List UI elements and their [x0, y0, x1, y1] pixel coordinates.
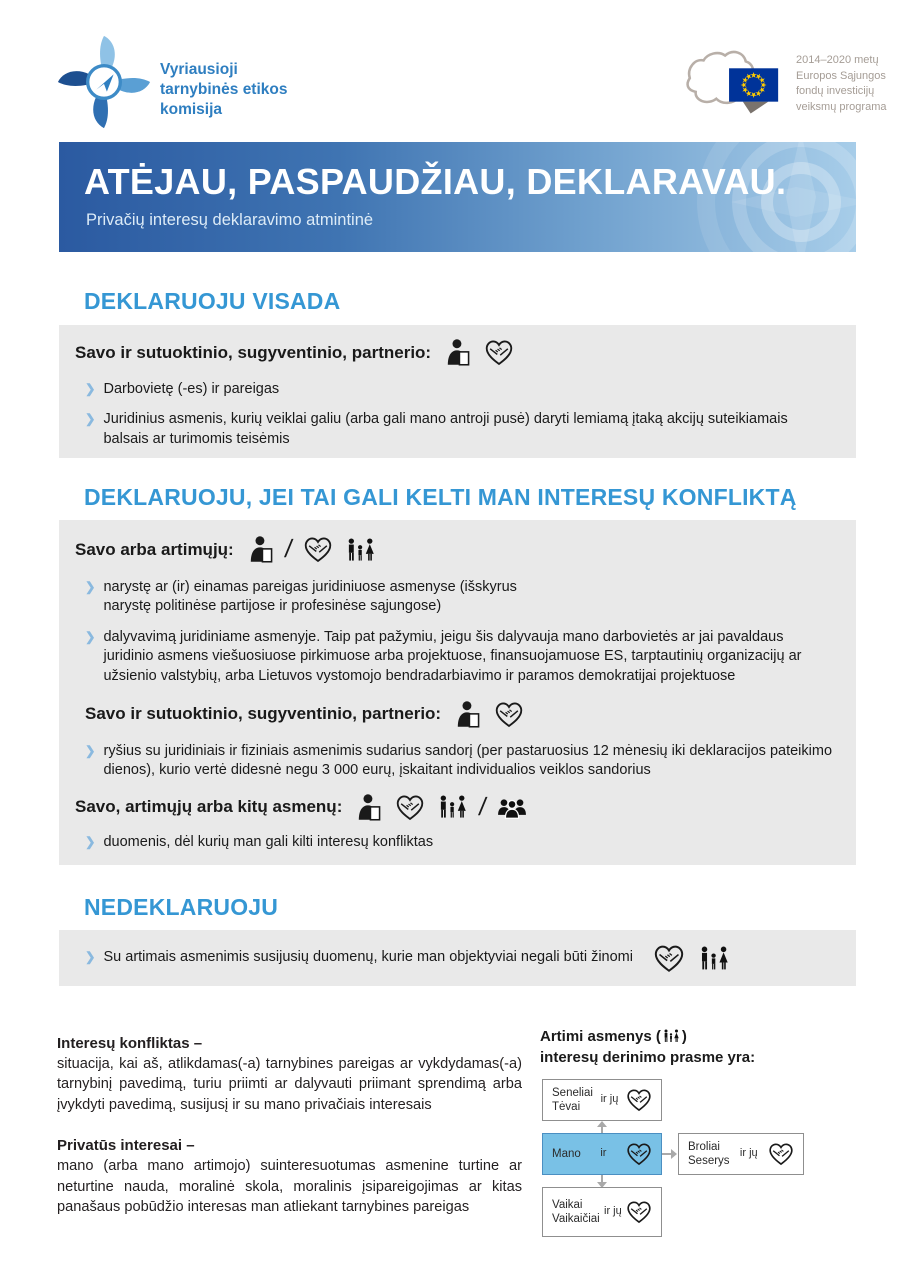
- page-subtitle: Privačių interesų deklaravimo atmintinė: [86, 211, 374, 229]
- list-item: ❯ duomenis, dėl kurių man gali kilti interesų konfliktas: [85, 833, 836, 852]
- slash-separator: /: [282, 535, 294, 563]
- compass-logo-icon: [56, 34, 152, 130]
- bullet-marker: ❯: [85, 950, 96, 965]
- list-item: ❯ Juridinius asmenis, kurių veiklai galiu (arba gali mano antroji pusė) daryti lemiamą įtaką akcijų suteikiamais balsais ar turimomis teisėmis: [85, 410, 836, 448]
- family-icon: [346, 538, 376, 562]
- slash-separator: /: [477, 792, 489, 821]
- group-label: Savo ir sutuoktinio, sugyventinio, partnerio:: [85, 704, 442, 724]
- definition-conflict: [57, 1033, 522, 1115]
- vtek-logo: [56, 34, 288, 130]
- bullet-marker: ❯: [85, 630, 96, 645]
- eu-program-text: [796, 53, 886, 115]
- bullet-marker: ❯: [85, 382, 96, 396]
- list-item: ❯ ryšius su juridiniais ir fiziniais asmenimis sudarius sandorį (per pastaruosius 12 mėnesių iki deklaracijos pateikimo dienos), kurio vertė didesnė negu 3 000 eurų, įskaitant individualios veiklos sandorius: [85, 742, 836, 780]
- bullet-marker: ❯: [85, 743, 96, 758]
- eu-program-line: fondų investicijų: [796, 85, 875, 98]
- person-declaration-icon: [456, 701, 481, 728]
- label-row-own-or-relatives: [75, 535, 836, 564]
- arrow-up-icon: [597, 1121, 607, 1127]
- relatives-diagram: [540, 1026, 876, 1244]
- eu-program-line: veiksmų programa: [796, 100, 887, 113]
- family-icon: [438, 795, 468, 819]
- handshake-heart-icon: [653, 944, 685, 973]
- definition-term: Privatūs interesai –: [57, 1137, 195, 1155]
- handshake-heart-icon: [626, 1142, 652, 1166]
- people-group-icon: [497, 796, 527, 819]
- relatives-chart: [540, 1079, 876, 1244]
- handshake-heart-icon: [395, 794, 425, 821]
- group-label: Savo, artimųjų arba kitų asmenų:: [75, 797, 343, 817]
- section-heading-always: DEKLARUOJU VISADA: [84, 288, 341, 314]
- page-title: ATĖJAU, PASPAUDŽIAU, DEKLARAVAU.: [84, 161, 787, 202]
- list-item: ❯ Su artimais asmenimis susijusių duomenų, kurie man objektyviai negali būti žinomi: [85, 948, 633, 967]
- person-declaration-icon: [249, 536, 274, 563]
- section-heading-never: NEDEKLARUOJU: [84, 894, 279, 920]
- handshake-heart-icon: [494, 701, 524, 728]
- label-row-spouse: [85, 701, 836, 728]
- diagram-title: Artimi asmenys ( ) interesų derinimo prasme yra:: [540, 1028, 756, 1066]
- family-icon: [699, 946, 730, 971]
- eu-flag-icon: [678, 44, 786, 124]
- org-name-line: Vyriausioji: [160, 61, 238, 78]
- section-box-conflict: [59, 520, 856, 865]
- arrow-right-icon: [671, 1149, 677, 1159]
- handshake-heart-icon: [484, 339, 514, 366]
- person-declaration-icon: [357, 794, 382, 821]
- section-box-never: [59, 930, 856, 986]
- arrow-right-line: [662, 1153, 671, 1155]
- diagram-box-parents: Seneliai Tėvai ir jų: [542, 1079, 662, 1121]
- definition-private-interests: [57, 1135, 522, 1217]
- section-heading-conflict: DEKLARUOJU, JEI TAI GALI KELTI MAN INTERESŲ KONFLIKTĄ: [84, 484, 797, 510]
- eu-program-line: Europos Sąjungos: [796, 69, 886, 82]
- arrow-down-line: [601, 1175, 603, 1182]
- eu-funding-block: [678, 44, 886, 124]
- definition-term: Interesų konfliktas –: [57, 1035, 203, 1052]
- diagram-box-me: Mano ir: [542, 1133, 662, 1175]
- section-box-always: [59, 325, 856, 458]
- list-item: ❯ narystę ar (ir) einamas pareigas juridiniuose asmenyse (išskyrus narystę politinėse partijose ir profesinėse sąjungose): [85, 578, 836, 616]
- diagram-box-children: Vaikai Vaikaičiai ir jų: [542, 1187, 662, 1237]
- label-row-spouse: [75, 339, 836, 366]
- definition-text: mano (arba mano artimojo) suinteresuotumas asmenine turtine ar neturtine nauda, moralinė skola, moralinis įsipareigojimas ar kitas panašaus pobūdžio interesas man atliekant tarnybines pareigas: [57, 1158, 522, 1216]
- org-name-line: tarnybinės etikos: [160, 80, 288, 98]
- diagram-box-siblings: Broliai Seserys ir jų: [678, 1133, 804, 1175]
- bullet-marker: ❯: [85, 834, 96, 849]
- bullet-marker: ❯: [85, 580, 96, 594]
- org-name: [160, 60, 288, 119]
- definitions: [57, 1033, 522, 1238]
- bullet-marker: ❯: [85, 412, 96, 427]
- list-item: ❯ Darbovietę (-es) ir pareigas: [85, 380, 836, 399]
- handshake-heart-icon: [768, 1142, 794, 1166]
- definition-text: situacija, kai aš, atlikdamas(-a) tarnybines pareigas ar vykdydamas(-a) tarnybinį pavedimą, turiu priimti ar dalyvauti priimant sprendimą arba įvykdyti pavedimą, susijusį ir su mano privačiais interesais: [57, 1056, 522, 1113]
- list-item: ❯ dalyvavimą juridiniame asmenyje. Taip pat pažymiu, jeigu šis dalyvauja mano darbovietės ar jai pavaldaus juridinio asmens viešuosiuose pirkimuose arba projektuose, finansuojamuose ES, tarptautinių organizacijų ar užsienio valstybių, arba Lietuvos vystomojo bendradarbiavimo ir paramos demokratijai projektuose: [85, 628, 836, 685]
- eu-program-line: 2014–2020 metų: [796, 54, 879, 66]
- group-label: Savo ir sutuoktinio, sugyventinio, partnerio:: [75, 342, 432, 362]
- group-label: Savo arba artimųjų:: [75, 539, 234, 559]
- handshake-heart-icon: [303, 536, 333, 563]
- handshake-heart-icon: [626, 1088, 652, 1112]
- org-name-line: komisija: [160, 100, 223, 118]
- title-banner: [59, 142, 856, 252]
- person-declaration-icon: [446, 339, 471, 366]
- family-icon: [663, 1029, 680, 1043]
- label-row-others: [75, 793, 836, 822]
- arrow-up-line: [601, 1126, 603, 1133]
- handshake-heart-icon: [626, 1200, 652, 1224]
